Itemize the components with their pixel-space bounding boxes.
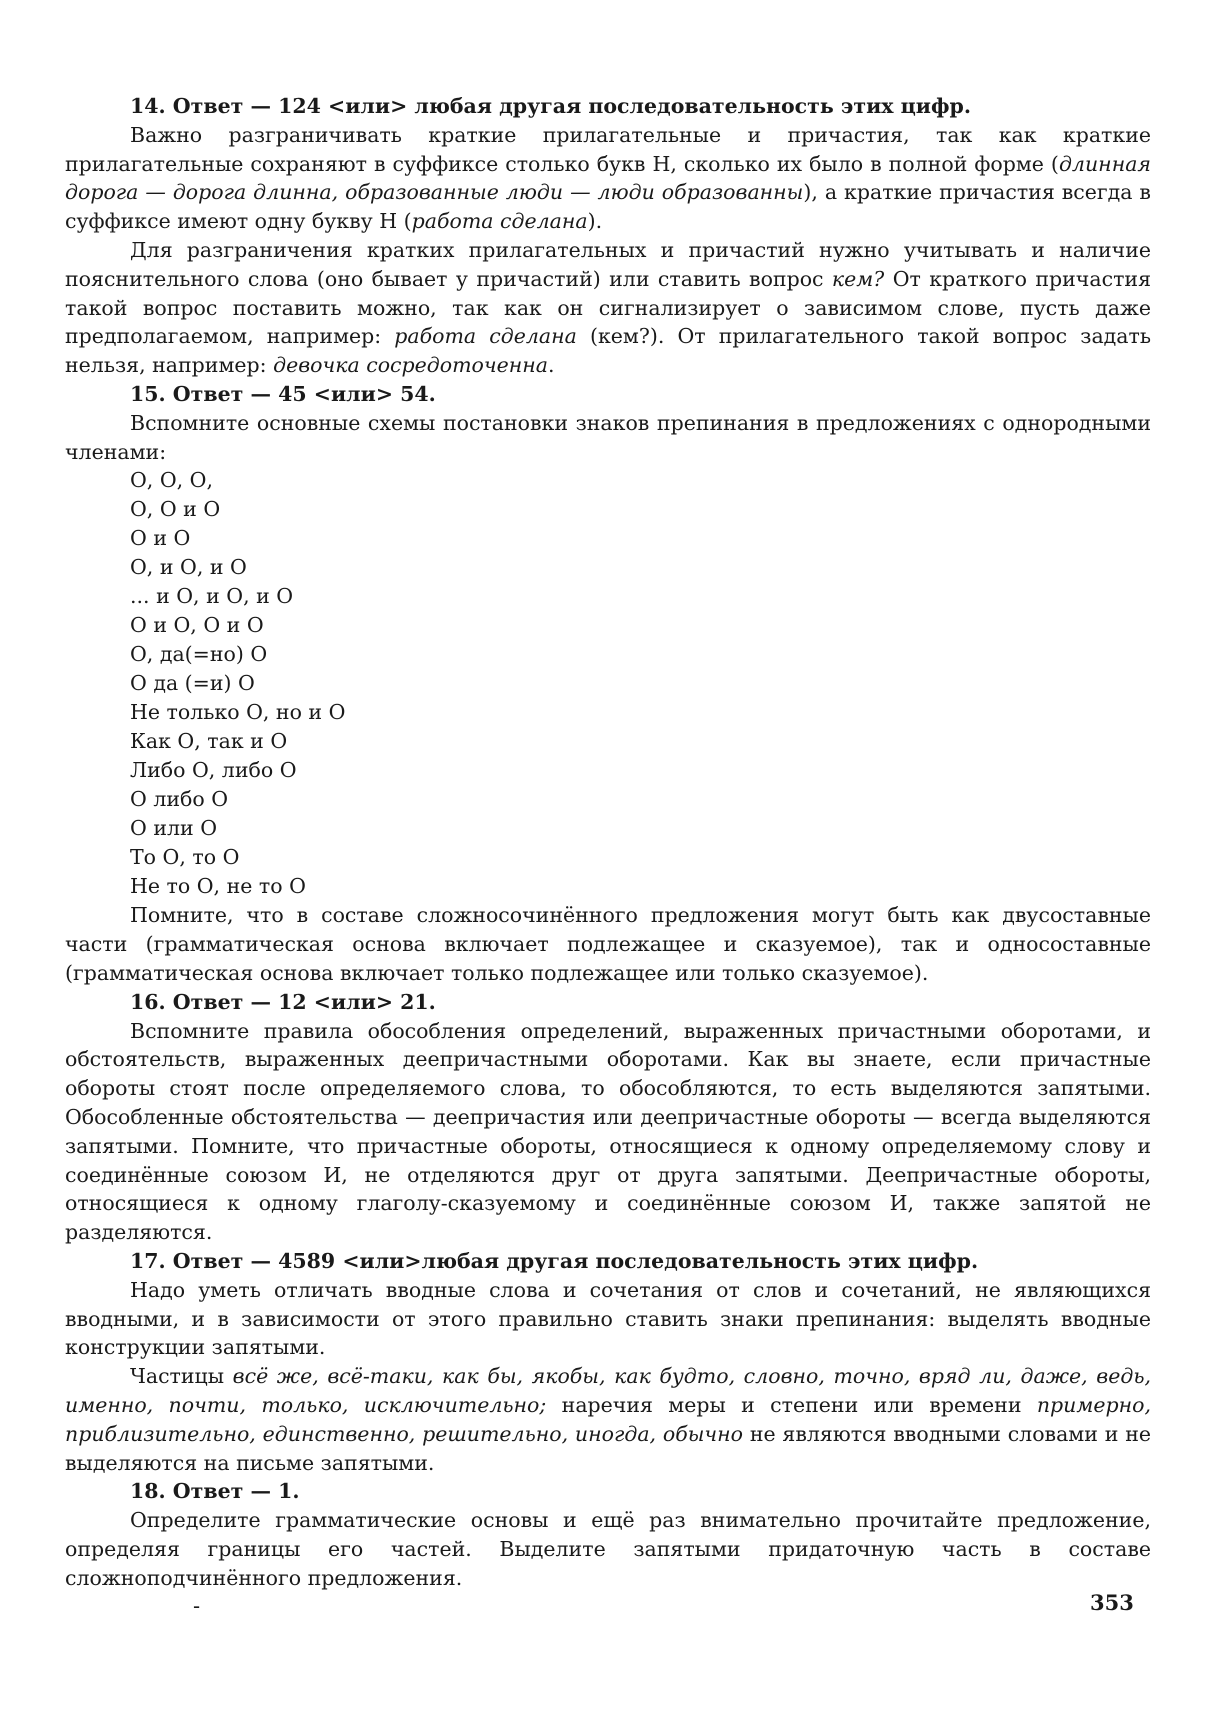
- punctuation-schemes-list: [65, 466, 1151, 901]
- answer-15-outro: Помните, что в составе сложносочинённого предложения могут быть как двусоставные части (грамматическая основа включает подлежащее и сказуемое), так и односоставные (грамматическая основа включает только подлежащее или только сказуемое).: [65, 903, 1151, 985]
- page-number: 353: [1090, 1590, 1134, 1615]
- scheme-item: О да (=и) О: [130, 671, 255, 696]
- scheme-item: Не то О, не то О: [130, 874, 306, 899]
- text-run: ).: [587, 209, 603, 234]
- text-run: наречия меры и степени или времени: [546, 1392, 1037, 1417]
- scheme-item: О или О: [130, 816, 217, 841]
- answer-14-heading: 14. Ответ — 124 <или> любая другая последовательность этих цифр.: [130, 94, 971, 118]
- scheme-item: О и О: [130, 526, 191, 551]
- answer-14-paragraph-2: [65, 236, 1151, 380]
- text-run: Для разграничения кратких прилагательных и причастий нужно учитывать и наличие пояснительного слова (оно бывает у причастий) или ставить вопрос: [65, 237, 1151, 291]
- italic-example: всё же, всё-таки, как бы, якобы, как будто, словно, точно, вряд ли, даже, ведь, именно, почти, только, исключительно;: [65, 1364, 1151, 1417]
- scheme-item: О, да(=но) О: [130, 642, 268, 667]
- scheme-item: О, и О, и О: [130, 555, 247, 580]
- text-run: .: [548, 353, 555, 378]
- scheme-item: О, О, О,: [130, 468, 214, 493]
- scheme-item: То О, то О: [130, 845, 240, 870]
- scheme-item: Как О, так и О: [130, 729, 288, 754]
- answer-14-paragraph-1: [65, 121, 1151, 236]
- answer-15-heading: 15. Ответ — 45 <или> 54.: [130, 381, 436, 406]
- text-run: не являются вводными словами и не выделяются на письме запятыми.: [65, 1421, 1151, 1475]
- text-run: Частицы: [130, 1364, 233, 1389]
- scheme-item: О, О и О: [130, 497, 221, 522]
- answer-17-paragraph-2: [65, 1362, 1151, 1477]
- answer-17-heading: 17. Ответ — 4589 <или>любая другая последовательность этих цифр.: [130, 1248, 979, 1273]
- answer-15-intro: Вспомните основные схемы постановки знаков препинания в предложениях с однородными членами:: [65, 410, 1151, 464]
- page-content: [65, 92, 1151, 1592]
- answer-18-paragraph: Определите грамматические основы и ещё раз внимательно прочитайте предложение, определяя границы его частей. Выделите запятыми придаточную часть в составе сложноподчинённого предложения.: [65, 1508, 1151, 1590]
- scheme-item: О либо О: [130, 787, 229, 812]
- answer-16-paragraph: Вспомните правила обособления определений, выраженных причастными оборотами, и обстоятельств, выраженных деепричастными оборотами. Как вы знаете, если причастные обороты стоят после определяемого слова, то обособляются, то есть выделяются запятыми. Обособленные обстоятельства — деепричастия или деепричастные обороты — всегда выделяются запятыми. Помните, что причастные обороты, относящиеся к одному определяемому слову и соединённые союзом И, не отделяются друг от друга запятыми. Деепричастные обороты, относящиеся к одному глаголу-сказуемому и соединённые союзом И, также запятой не разделяются.: [65, 1018, 1151, 1245]
- text-run: (кем?). От прилагательного такой вопрос задать нельзя, например:: [65, 324, 1152, 378]
- scheme-item: О и О, О и О: [130, 613, 264, 638]
- footer-mark: -: [193, 1594, 201, 1618]
- text-run: ), а краткие причастия всегда в суффиксе имеют одну букву Н (: [65, 180, 1151, 234]
- italic-example: девочка сосредоточенна: [273, 353, 549, 378]
- italic-example: работа сделана: [394, 324, 577, 349]
- scheme-item: Либо О, либо О: [130, 758, 297, 783]
- italic-example: кем?: [831, 266, 885, 291]
- text-run: Важно разграничивать краткие прилагательные и причастия, так как краткие прилагательные сохраняют в суффиксе столько букв Н, сколько их было в полной форме (: [65, 122, 1151, 176]
- answer-16-heading: 16. Ответ — 12 <или> 21.: [130, 989, 436, 1014]
- scheme-item: Не только О, но и О: [130, 700, 346, 725]
- italic-example: примерно, приблизительно, единственно, решительно, иногда, обычно: [65, 1392, 1151, 1446]
- answer-17-paragraph-1: Надо уметь отличать вводные слова и сочетания от слов и сочетаний, не являющихся вводными, и в зависимости от этого правильно ставить знаки препинания: выделять вводные конструкции запятыми.: [65, 1277, 1151, 1360]
- answer-18-heading: 18. Ответ — 1.: [130, 1479, 300, 1504]
- italic-example: работа сделана: [411, 209, 588, 234]
- text-run: От краткого причастия такой вопрос поставить можно, так как он сигнализирует о зависимом слове, пусть даже предполагаемом, например:: [65, 266, 1152, 349]
- italic-example: длинная дорога — дорога длинна, образованные люди — люди образованны: [65, 151, 1151, 205]
- scheme-item: ... и О, и О, и О: [130, 584, 294, 609]
